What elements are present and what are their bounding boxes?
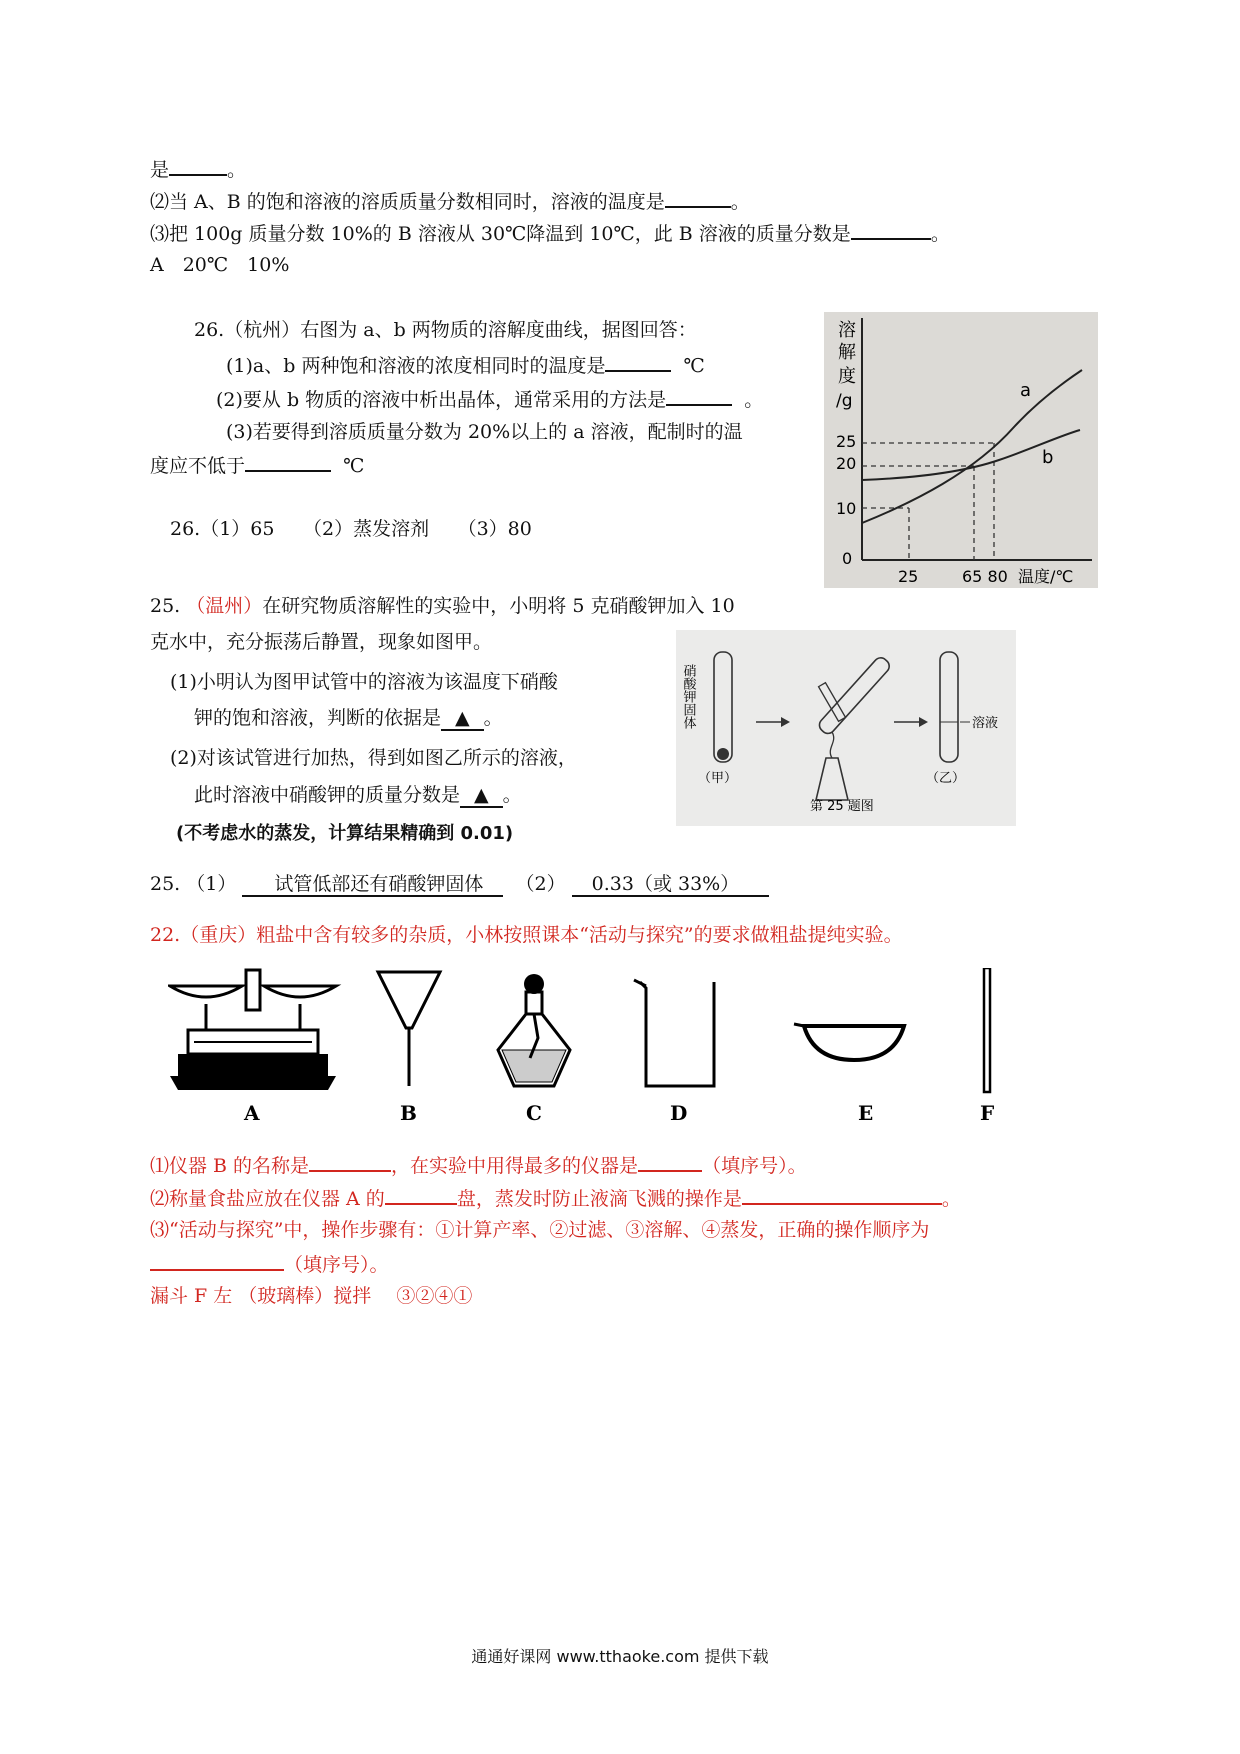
instrument-label-d: D [670, 1101, 688, 1125]
q22-sub2 [150, 1185, 961, 1211]
beaker-spout [634, 980, 646, 986]
q-ab-line0-text: 是 [150, 159, 170, 181]
instrument-label-f: F [980, 1101, 995, 1125]
lamp-neck [526, 992, 542, 1014]
q25-sub2-end: 。 [502, 784, 522, 806]
blank[interactable] [245, 452, 331, 472]
q22-sub3: ⑶“活动与探究”中，操作步骤有：①计算产率、②过滤、③溶解、④蒸发，正确的操作顺序为 [150, 1219, 930, 1241]
balance-pan-right [264, 986, 336, 997]
blank[interactable] [742, 1185, 942, 1205]
flame [830, 732, 833, 758]
solubility-graph-svg [824, 312, 1098, 588]
q25-stem1-text: 在研究物质溶解性的实验中，小明将 5 克硝酸钾加入 10 [262, 595, 735, 617]
q26-sub1-unit: ℃ [683, 355, 705, 377]
q22-sub2-a: ⑵称量食盐应放在仪器 A 的 [150, 1188, 385, 1210]
beaker-body [640, 982, 714, 1086]
q26-sub3-cont [150, 452, 364, 478]
balance-base [178, 1054, 328, 1076]
q22-sub3-cont [150, 1251, 389, 1277]
figure-caption: 第 25 题图 [810, 799, 874, 814]
arrow-head [919, 717, 928, 727]
q-ab-line0-end: 。 [227, 159, 247, 181]
q-ab-line1-text: ⑵当 A、B 的饱和溶液的溶质质量分数相同时，溶液的温度是 [150, 191, 665, 213]
funnel-instrument [378, 972, 440, 1086]
curve-a-label: a [1020, 380, 1032, 401]
q26-answer: 26.（1）65 （2）蒸发溶剂 （3）80 [170, 518, 532, 540]
y-label-char: 解 [838, 342, 856, 363]
arrow-head [781, 717, 790, 727]
label-jia: （甲） [698, 771, 738, 786]
blank[interactable] [665, 188, 731, 208]
blank[interactable] [150, 1251, 284, 1271]
q25-sub1-end: 。 [483, 707, 503, 729]
q-ab-line1 [150, 188, 750, 214]
glass-rod [984, 968, 990, 1092]
right-tube-label: 溶液 [972, 716, 999, 731]
y-label-char: 度 [838, 366, 856, 387]
instrument-label-e: E [858, 1101, 874, 1125]
instrument-label-a: A [244, 1101, 260, 1125]
q22-sub1 [150, 1152, 807, 1178]
y-label-char: /g [836, 391, 853, 411]
blank[interactable] [851, 220, 931, 240]
dish-lip [794, 1024, 804, 1026]
q26-sub3-unit: ℃ [343, 455, 365, 477]
y-tick-label: 0 [842, 549, 853, 568]
instruments-svg [168, 968, 1018, 1128]
blank[interactable] [638, 1152, 702, 1172]
test-tube-figure [676, 630, 1016, 826]
y-tick-label: 20 [836, 454, 857, 473]
alcohol-lamp [816, 758, 848, 800]
y-tick-label: 10 [836, 499, 857, 518]
instruments-figure [168, 968, 1018, 1128]
solubility-graph [824, 312, 1098, 588]
q25-stem2: 克水中，充分振荡后静置，现象如图甲。 [150, 631, 493, 653]
funnel-cone [378, 972, 440, 1028]
q-ab-line0 [150, 156, 246, 182]
q22-sub2-c: 。 [941, 1188, 961, 1210]
q25-sub1b [194, 706, 503, 730]
test-tube-figure-svg [676, 630, 1016, 826]
blank[interactable] [605, 352, 671, 372]
q25-answer-mid: （2） [515, 873, 566, 895]
q22-sub1-a: ⑴仪器 B 的名称是 [150, 1155, 310, 1177]
label-yi: （乙） [926, 771, 966, 786]
q26-sub1 [226, 352, 705, 378]
q25-number: 25. [150, 595, 181, 617]
page-footer: 通通好课网 www.tthaoke.com 提供下载 [471, 1647, 769, 1666]
evaporating-dish-instrument [794, 1024, 904, 1060]
balance-instrument [170, 970, 336, 1090]
y-tick-label: 25 [836, 432, 857, 451]
q26-sub2 [216, 386, 763, 412]
blank[interactable] [385, 1185, 457, 1205]
blank-triangle[interactable]: ▲ [460, 784, 503, 808]
left-tube-label: 硝酸钾固体 [680, 664, 696, 729]
q25-answer2: 0.33（或 33%） [572, 873, 770, 897]
balance-foot [170, 1076, 336, 1090]
test-tube-yi [940, 652, 958, 762]
q26-sub3-cont-text: 度应不低于 [150, 455, 246, 477]
q-ab-line1-end: 。 [730, 191, 750, 213]
balance-pointer-box [246, 970, 260, 1010]
y-label-char: 溶 [838, 320, 856, 341]
instrument-label-c: C [526, 1101, 542, 1125]
evaporating-dish [804, 1026, 904, 1060]
q25-sub2a: (2)对该试管进行加热，得到如图乙所示的溶液， [170, 747, 577, 769]
q-ab-line2 [150, 220, 950, 246]
x-tick-label: 65 80 [962, 567, 1008, 586]
q25-answer [150, 872, 769, 896]
q22-sub2-b: 盘，蒸发时防止液滴飞溅的操作是 [456, 1188, 742, 1210]
q-ab-line2-text: ⑶把 100g 质量分数 10%的 B 溶液从 30℃降温到 10℃，此 B 溶液的质量分数是 [150, 223, 851, 245]
q22-sub1-b: ，在实验中用得最多的仪器是 [391, 1155, 639, 1177]
q26-sub3: (3)若要得到溶质质量分数为 20%以上的 a 溶液，配制时的温 [226, 421, 743, 443]
q-ab-answer: A 20℃ 10% [150, 254, 290, 276]
q25-answer1: 试管低部还有硝酸钾固体 [242, 873, 503, 897]
q26-sub2-end: 。 [744, 389, 764, 411]
blank[interactable] [169, 156, 227, 176]
q22-stem: 22.（重庆）粗盐中含有较多的杂质，小林按照课本“活动与探究”的要求做粗盐提纯实验。 [150, 924, 903, 946]
q25-sub2b-text: 此时溶液中硝酸钾的质量分数是 [194, 784, 461, 806]
blank-triangle[interactable]: ▲ [441, 707, 484, 731]
alcohol-lamp-instrument [498, 974, 570, 1086]
beaker-instrument [634, 980, 714, 1086]
q26-stem: 26.（杭州）右图为 a、b 两物质的溶解度曲线，据图回答： [194, 319, 697, 341]
test-tube-jia [714, 652, 732, 762]
balance-pan-left [170, 986, 242, 997]
q26-sub1-text: (1)a、b 两种饱和溶液的浓度相同时的温度是 [226, 355, 606, 377]
glass-rod-instrument [984, 968, 990, 1092]
q25-region: （温州） [186, 595, 263, 617]
tube-holder [819, 683, 846, 722]
q25-stem1 [150, 594, 735, 618]
heated-tube [817, 655, 892, 736]
q22-answer: 漏斗 F 左 （玻璃棒）搅拌 ③②④① [150, 1285, 473, 1307]
q22-sub1-c: （填序号）。 [702, 1155, 807, 1177]
q22-sub3-b: （填序号）。 [284, 1254, 389, 1276]
instrument-label-b: B [400, 1101, 417, 1125]
solid-precipitate [717, 748, 729, 760]
q25-sub1b-text: 钾的饱和溶液，判断的依据是 [194, 707, 442, 729]
q-ab-line2-end: 。 [930, 223, 950, 245]
blank[interactable] [666, 386, 732, 406]
q26-sub2-text: (2)要从 b 物质的溶液中析出晶体，通常采用的方法是 [216, 389, 667, 411]
q25-sub2b [194, 783, 522, 807]
x-tick-label: 25 [898, 567, 919, 586]
x-axis-label: 温度/℃ [1018, 567, 1074, 586]
curve-b-label: b [1042, 447, 1054, 468]
q25-answer-prefix: 25. （1） [150, 873, 237, 895]
blank[interactable] [309, 1152, 391, 1172]
q25-note: (不考虑水的蒸发，计算结果精确到 0.01) [176, 823, 514, 844]
q25-sub1a: (1)小明认为图甲试管中的溶液为该温度下硝酸 [170, 671, 558, 693]
